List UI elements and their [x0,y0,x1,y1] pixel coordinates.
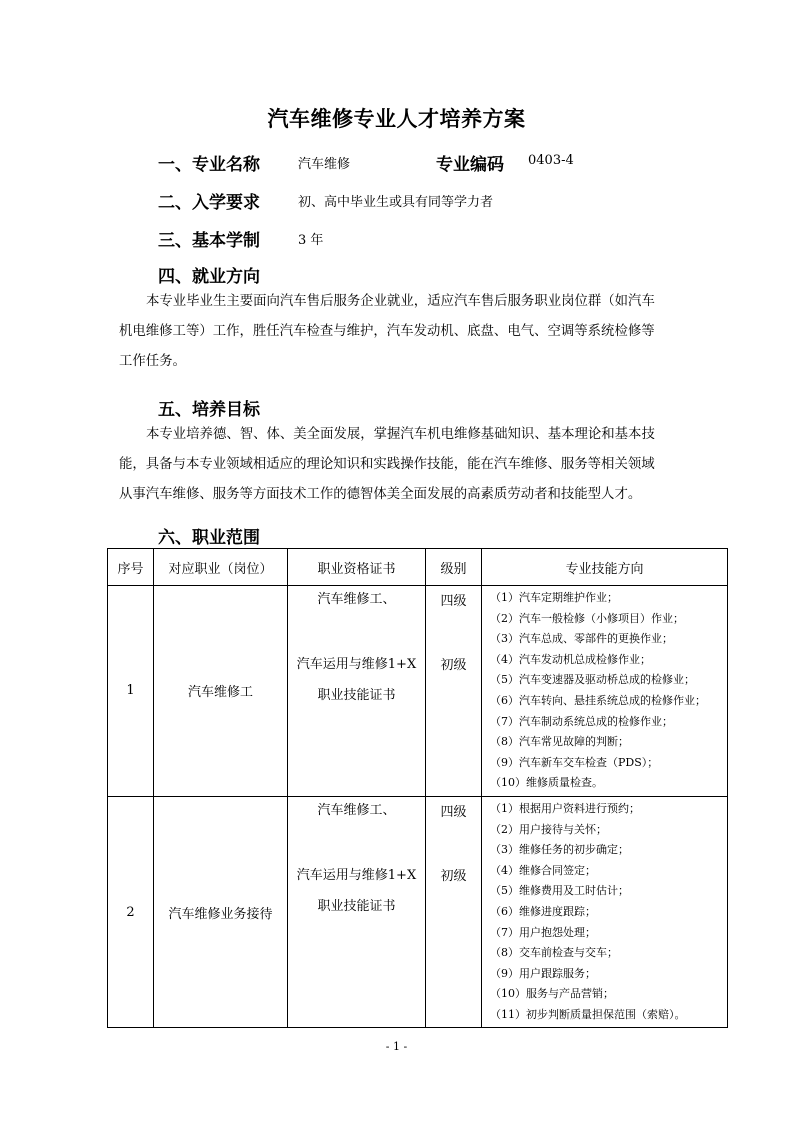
table-header-row [108,549,728,586]
skill-item: （7）用户抱怨处理； [490,925,596,939]
major-name-value: 汽车维修 [298,157,351,172]
document-title: 汽车维修专业人才培养方案 [267,107,526,131]
table-row [108,796,728,1028]
cert-1: 汽车维修工、 [317,592,396,607]
header-no: 序号 [108,549,154,586]
section-4-heading: 四、就业方向 [158,267,260,287]
employment-line-1: 本专业毕业生主要面向汽车售后服务企业就业，适应汽车售后服务职业岗位群（如汽车 [146,294,655,309]
section-1-heading: 一、专业名称 [158,155,260,175]
row-job: 汽车维修工 [154,586,288,797]
employment-paragraph [119,287,679,377]
skill-item: （4）维修合同签定； [490,863,596,877]
level-2: 初级 [440,658,467,673]
skill-item: （2）用户接待与关怀； [490,822,607,836]
row-number: 2 [108,796,154,1028]
occupation-scope-table [107,548,728,1028]
cert-2-line-1: 汽车运用与维修1+X [296,867,417,883]
skill-item: （8）汽车常见故障的判断； [490,735,629,749]
section-5-heading: 五、培养目标 [158,400,260,420]
skill-item: （1）汽车定期维护作业； [490,591,618,604]
skill-item: （4）汽车发动机总成检修作业； [490,652,651,666]
skill-item: （3）维修任务的初步确定； [490,843,629,857]
cert-2-line-1: 汽车运用与维修1+X [296,657,417,672]
major-code-heading: 专业编码 [436,155,504,175]
row-levels [426,586,482,797]
page-number: - 1 - [385,1040,408,1053]
skill-item: （6）汽车转向、悬挂系统总成的检修作业； [490,693,706,707]
skill-item: （10）服务与产品营销； [490,987,614,1001]
duration-value: 3 年 [298,233,324,248]
skill-item: （5）汽车变速器及驱动桥总成的检修业； [490,673,695,687]
row-skills [482,796,728,1028]
skill-item: （8）交车前检查与交车； [490,946,618,960]
skill-item: （9）汽车新车交车检查（PDS）； [490,755,659,769]
row-number: 1 [108,586,154,797]
header-cert: 职业资格证书 [288,549,426,586]
level-1: 四级 [440,804,467,820]
header-level: 级别 [426,549,482,586]
cert-1: 汽车维修工、 [317,802,396,818]
skill-item: （9）用户跟踪服务； [490,966,596,980]
section-3-heading: 三、基本学制 [158,231,260,251]
cert-2-line-2: 职业技能证书 [317,898,396,914]
row-certificates [288,586,426,797]
skill-item: （10）维修质量检查。 [490,776,603,790]
employment-line-3: 工作任务。 [119,354,186,369]
objective-line-3: 从事汽车维修、服务等方面技术工作的德智体美全面发展的高素质劳动者和技能型人才。 [119,487,642,502]
row-levels [426,796,482,1028]
skill-item: （7）汽车制动系统总成的检修作业； [490,714,673,728]
skill-item: （2）汽车一般检修（小修项目）作业； [490,611,684,625]
header-job: 对应职业（岗位） [154,549,288,586]
skill-item: （3）汽车总成、零部件的更换作业； [490,632,673,646]
objective-line-2: 能，具备与本专业领域相适应的理论知识和实践操作技能，能在汽车维修、服务等相关领域 [119,457,655,472]
objective-line-1: 本专业培养德、智、体、美全面发展，掌握汽车机电维修基础知识、基本理论和基本技 [146,427,655,442]
admission-requirement-value: 初、高中毕业生或具有同等学力者 [298,195,494,210]
row-job: 汽车维修业务接待 [154,796,288,1028]
major-code-value: 0403-4 [528,153,574,168]
header-skills: 专业技能方向 [482,549,728,586]
skill-item: （11）初步判断质量担保范围（索赔）。 [490,1007,686,1021]
skill-item: （6）维修进度跟踪； [490,904,596,918]
cert-2-line-2: 职业技能证书 [317,688,396,703]
skill-item: （1）根据用户资料进行预约； [490,801,640,815]
objective-paragraph [119,420,679,510]
row-skills [482,586,728,797]
row-certificates [288,796,426,1028]
level-2: 初级 [440,868,467,884]
section-6-heading: 六、职业范围 [158,528,260,548]
section-2-heading: 二、入学要求 [158,193,260,213]
level-1: 四级 [440,594,467,609]
table-row [108,586,728,797]
employment-line-2: 机电维修工等）工作，胜任汽车检查与维护，汽车发动机、底盘、电气、空调等系统检修等 [119,324,655,339]
skill-item: （5）维修费用及工时估计； [490,884,629,898]
